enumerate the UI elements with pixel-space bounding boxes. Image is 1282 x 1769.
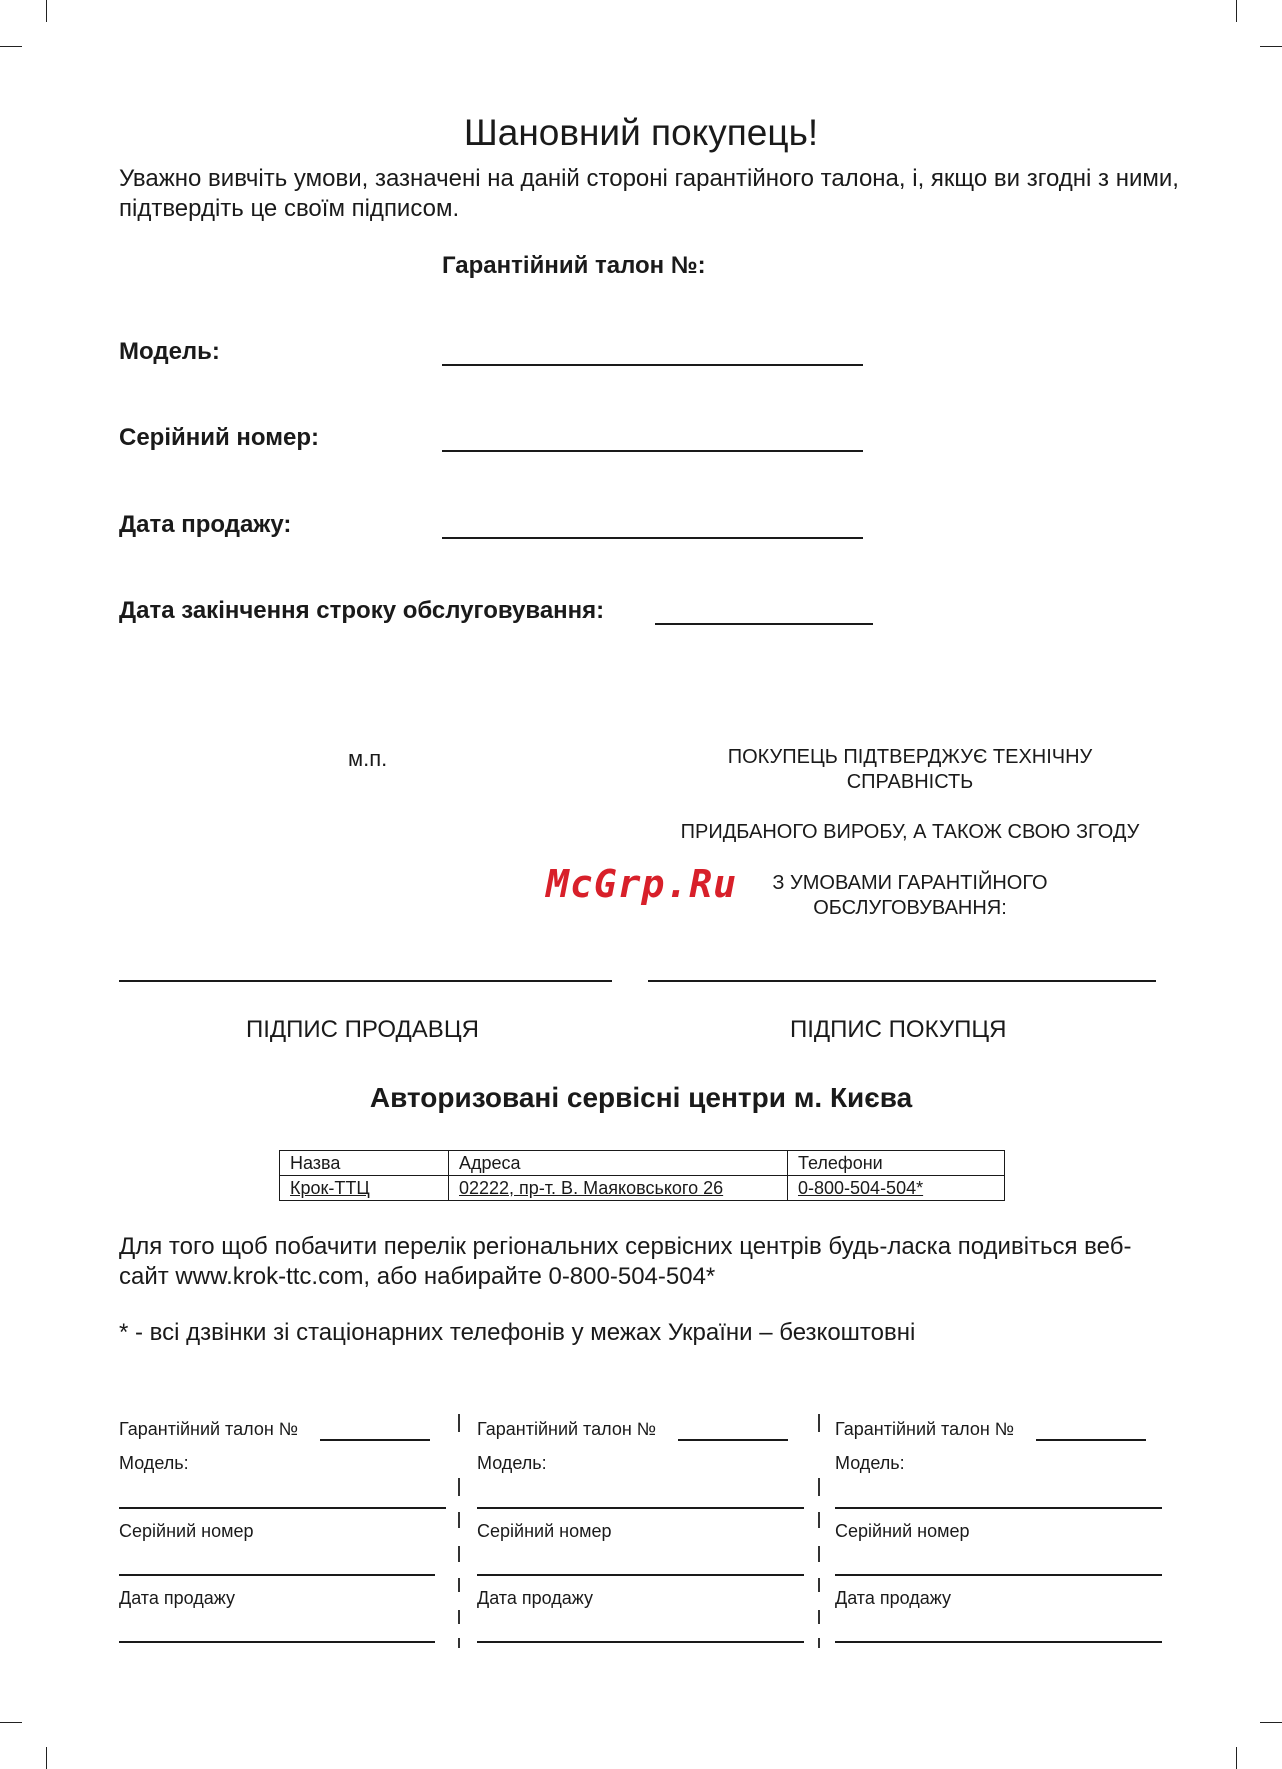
cut-line-separator xyxy=(458,1546,460,1562)
page-title: Шановний покупець! xyxy=(463,112,819,153)
table-header-row xyxy=(280,1151,1005,1176)
coupon2-model-line xyxy=(477,1507,804,1509)
coupon3-number-line xyxy=(1036,1439,1146,1441)
coupon3-sale-date-label: Дата продажу xyxy=(835,1588,951,1608)
coupon3-model-line xyxy=(835,1507,1162,1509)
buyer-confirm-line5: ОБСЛУГОВУВАННЯ: xyxy=(813,897,1007,919)
warranty-number-label: Гарантійний талон №: xyxy=(442,252,706,279)
crop-mark xyxy=(0,1722,22,1723)
sale-date-line xyxy=(442,537,863,539)
service-centers-table xyxy=(279,1150,1005,1201)
table-header-cell: Адреса xyxy=(449,1151,788,1176)
coupon3-serial-line xyxy=(835,1574,1162,1576)
center-phone-link[interactable]: 0-800-504-504* xyxy=(798,1178,924,1198)
buyer-signature-line xyxy=(648,980,1156,982)
serial-label: Серійний номер: xyxy=(119,424,320,451)
cut-line-separator xyxy=(458,1638,460,1648)
coupon2-serial-label: Серійний номер xyxy=(477,1521,612,1541)
coupon1-number-label: Гарантійний талон № xyxy=(119,1419,299,1439)
cut-line-separator xyxy=(458,1578,460,1592)
coupon1-sale-date-label: Дата продажу xyxy=(119,1588,235,1608)
coupon1-serial-label: Серійний номер xyxy=(119,1521,254,1541)
coupon1-model-label: Модель: xyxy=(119,1453,189,1473)
cut-line-separator xyxy=(818,1478,820,1496)
cut-line-separator xyxy=(818,1512,820,1528)
coupon2-number-label: Гарантійний талон № xyxy=(477,1419,657,1439)
intro-text: Уважно вивчіть умови, зазначені на даній стороні гарантійного талона, і, якщо ви згодні з ними, підтвердіть це своїм підписом. xyxy=(119,165,1179,222)
coupon3-model-label: Модель: xyxy=(835,1453,905,1473)
watermark-logo: McGrp.Ru xyxy=(546,862,738,906)
service-centers-heading: Авторизовані сервісні центри м. Києва xyxy=(369,1082,913,1113)
serial-line xyxy=(442,450,863,452)
coupon2-serial-line xyxy=(477,1574,804,1576)
crop-mark xyxy=(46,1747,47,1769)
cut-line-separator xyxy=(458,1610,460,1624)
coupon3-number-label: Гарантійний талон № xyxy=(835,1419,1015,1439)
coupon3-serial-label: Серійний номер xyxy=(835,1521,970,1541)
coupon1-serial-line xyxy=(119,1574,435,1576)
crop-mark xyxy=(1260,1722,1282,1723)
regional-note: Для того щоб побачити перелік регіональних сервісних центрів будь-ласка подивіться веб-сайт www.krok-ttc.com, або набирайте 0-800-504-504* xyxy=(119,1233,1132,1290)
table-row xyxy=(280,1176,1005,1201)
seller-signature-label: ПІДПИС ПРОДАВЦЯ xyxy=(246,1016,479,1043)
coupon3-sale-date-line xyxy=(835,1641,1162,1643)
crop-mark xyxy=(46,0,47,22)
coupon2-model-label: Модель: xyxy=(477,1453,547,1473)
crop-mark xyxy=(1236,1747,1237,1769)
end-date-label: Дата закінчення строку обслуговування: xyxy=(119,597,605,624)
coupon2-sale-date-line xyxy=(477,1641,804,1643)
table-header-cell: Назва xyxy=(280,1151,449,1176)
coupon1-model-line xyxy=(119,1507,446,1509)
cut-line-separator xyxy=(818,1414,820,1432)
cut-line-separator xyxy=(818,1578,820,1592)
model-line xyxy=(442,364,863,366)
crop-mark xyxy=(0,46,22,47)
buyer-signature-label: ПІДПИС ПОКУПЦЯ xyxy=(790,1016,1007,1043)
buyer-confirm-line4: З УМОВАМИ ГАРАНТІЙНОГО xyxy=(772,872,1048,894)
coupon2-sale-date-label: Дата продажу xyxy=(477,1588,593,1608)
cut-line-separator xyxy=(818,1610,820,1624)
center-address-link[interactable]: 02222, пр-т. В. Маяковського 26 xyxy=(459,1178,724,1198)
table-header-cell: Телефони xyxy=(788,1151,1005,1176)
cut-line-separator xyxy=(818,1546,820,1562)
cut-line-separator xyxy=(458,1512,460,1528)
cut-line-separator xyxy=(458,1478,460,1496)
buyer-confirm-line3: ПРИДБАНОГО ВИРОБУ, А ТАКОЖ СВОЮ ЗГОДУ xyxy=(680,821,1140,843)
coupon2-number-line xyxy=(678,1439,788,1441)
crop-mark xyxy=(1236,0,1237,22)
cut-line-separator xyxy=(458,1414,460,1432)
sale-date-label: Дата продажу: xyxy=(119,511,292,538)
cut-line-separator xyxy=(818,1638,820,1648)
coupon1-sale-date-line xyxy=(119,1641,435,1643)
coupon1-number-line xyxy=(320,1439,430,1441)
crop-mark xyxy=(1260,46,1282,47)
model-label: Модель: xyxy=(119,338,220,365)
center-name-link[interactable]: Крок-ТТЦ xyxy=(290,1178,370,1198)
footnote: * - всі дзвінки зі стаціонарних телефонів у межах України – безкоштовні xyxy=(119,1319,916,1346)
seller-signature-line xyxy=(119,980,612,982)
buyer-confirm-line2: СПРАВНІСТЬ xyxy=(846,771,974,793)
end-date-line xyxy=(655,623,873,625)
stamp-label: м.п. xyxy=(348,746,388,771)
buyer-confirm-line1: ПОКУПЕЦЬ ПІДТВЕРДЖУЄ ТЕХНІЧНУ xyxy=(727,746,1093,768)
